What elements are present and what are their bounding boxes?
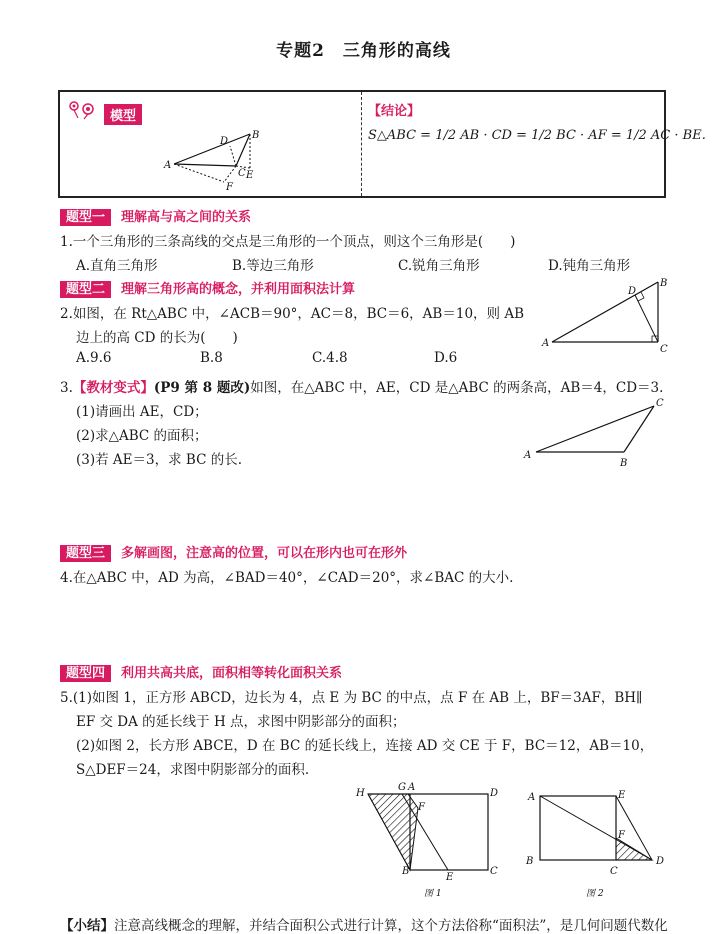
fig-label: C <box>660 344 668 355</box>
fig-label: D <box>490 788 499 799</box>
fig-label: B <box>252 130 260 141</box>
fig-label: H <box>356 788 365 799</box>
model-box <box>58 90 666 198</box>
q2-option: D.6 <box>434 350 458 366</box>
fig-label: B <box>620 458 628 469</box>
q2-option: A.9.6 <box>76 350 112 366</box>
type-heading <box>60 542 407 561</box>
fig-label: A <box>528 792 536 803</box>
fig-label: C <box>238 168 246 179</box>
q1-option: B.等边三角形 <box>232 258 314 274</box>
fig-label: D <box>656 856 665 867</box>
fig-label: C <box>610 866 618 877</box>
area-formula: S△ABC = 1/2 AB · CD = 1/2 BC · AF = 1/2 AC · BE. <box>368 128 706 143</box>
type-heading <box>60 662 342 681</box>
fig1-caption: 图 1 <box>424 889 442 899</box>
type-title: 多解画图，注意高的位置，可以在形内也可在形外 <box>121 546 408 561</box>
fig-label: F <box>418 802 425 813</box>
type-tag: 题型一 <box>60 209 111 226</box>
type-tag: 题型二 <box>60 281 111 298</box>
fig-label: F <box>226 182 233 193</box>
fig-label: C <box>656 398 664 409</box>
q4-stem: 4.在△ABC 中，AD 为高，∠BAD＝40°，∠CAD＝20°，求∠BAC 的大小. <box>60 570 514 586</box>
q5-line: (2)如图 2，长方形 ABCE，D 在 BC 的延长线上，连接 AD 交 CE 于 F，BC＝12，AB＝10， <box>76 738 654 754</box>
model-divider <box>361 92 362 196</box>
q2-option: B.8 <box>200 350 223 366</box>
q5-line: EF 交 DA 的延长线于 H 点，求图中阴影部分的面积； <box>76 714 406 730</box>
type-tag: 题型三 <box>60 545 111 562</box>
fig-label: E <box>618 790 626 801</box>
fig-label: G <box>398 782 406 793</box>
model-tag: 模型 <box>104 104 142 125</box>
model-figure <box>160 126 270 196</box>
q1-stem: 1.一个三角形的三条高线的交点是三角形的一个顶点，则这个三角形是( ) <box>60 234 516 250</box>
fig-label: A <box>164 160 172 171</box>
q2-stem-cont: 边上的高 CD 的长为( ) <box>76 330 238 346</box>
flower-icon <box>66 98 100 120</box>
q3-source: (P9 第 8 题改) <box>153 380 251 396</box>
q1-option: A.直角三角形 <box>76 258 158 274</box>
fig-label: A <box>524 450 532 461</box>
fig-label: B <box>660 278 668 289</box>
summary <box>60 914 668 934</box>
summary-text: 注意高线概念的理解，并结合面积公式进行计算，这个方法俗称“面积法”，是几何问题代数化 <box>114 918 668 934</box>
q5-line: S△DEF＝24，求图中阴影部分的面积. <box>76 762 310 778</box>
q1-option: D.钝角三角形 <box>548 258 631 274</box>
fig-label: F <box>618 830 625 841</box>
q3-part: (3)若 AE＝3，求 BC 的长. <box>76 452 242 468</box>
q3-part: (1)请画出 AE，CD； <box>76 404 208 420</box>
type-tag: 题型四 <box>60 665 111 682</box>
fig-label: C <box>490 866 498 877</box>
type-heading <box>60 206 251 225</box>
type-title: 利用共高共底，面积相等转化面积关系 <box>121 666 343 681</box>
fig-label: A <box>408 782 416 793</box>
q2-stem: 2.如图，在 Rt△ABC 中，∠ACB＝90°，AC＝8，BC＝6，AB＝10，则 AB <box>60 306 524 322</box>
fig-label: E <box>246 170 254 181</box>
fig-label: E <box>446 872 454 883</box>
q5-figure-1 <box>350 780 510 902</box>
fig2-caption: 图 2 <box>586 889 604 899</box>
fig-label: A <box>542 338 550 349</box>
q2-figure <box>540 276 670 356</box>
fig-label: B <box>526 856 534 867</box>
page-title: 专题2 三角形的高线 <box>276 41 451 61</box>
type-title: 理解三角形高的概念，并利用面积法计算 <box>121 282 356 297</box>
conclusion-label: 【结论】 <box>368 104 421 119</box>
q3-tag: 【教材变式】 <box>72 380 154 396</box>
q3-part: (2)求△ABC 的面积； <box>76 428 208 444</box>
summary-tag: 【小结】 <box>60 918 114 934</box>
type-heading <box>60 278 355 297</box>
fig-label: D <box>220 136 229 147</box>
fig-label: D <box>628 286 637 297</box>
q3-stem: 3.【教材变式】(P9 第 8 题改)如图，在△ABC 中，AE，CD 是△ABC 的两条高，AB＝4，CD＝3. <box>60 380 664 396</box>
q1-option: C.锐角三角形 <box>398 258 480 274</box>
fig-label: B <box>402 866 410 877</box>
type-title: 理解高与高之间的关系 <box>121 210 252 225</box>
q3-figure <box>520 396 670 472</box>
q2-option: C.4.8 <box>312 350 348 366</box>
q5-figure-2 <box>520 780 670 902</box>
q5-line: 5.(1)如图 1，正方形 ABCD，边长为 4，点 E 为 BC 的中点，点 F 在 AB 上，BF＝3AF，BH∥ <box>60 690 643 706</box>
